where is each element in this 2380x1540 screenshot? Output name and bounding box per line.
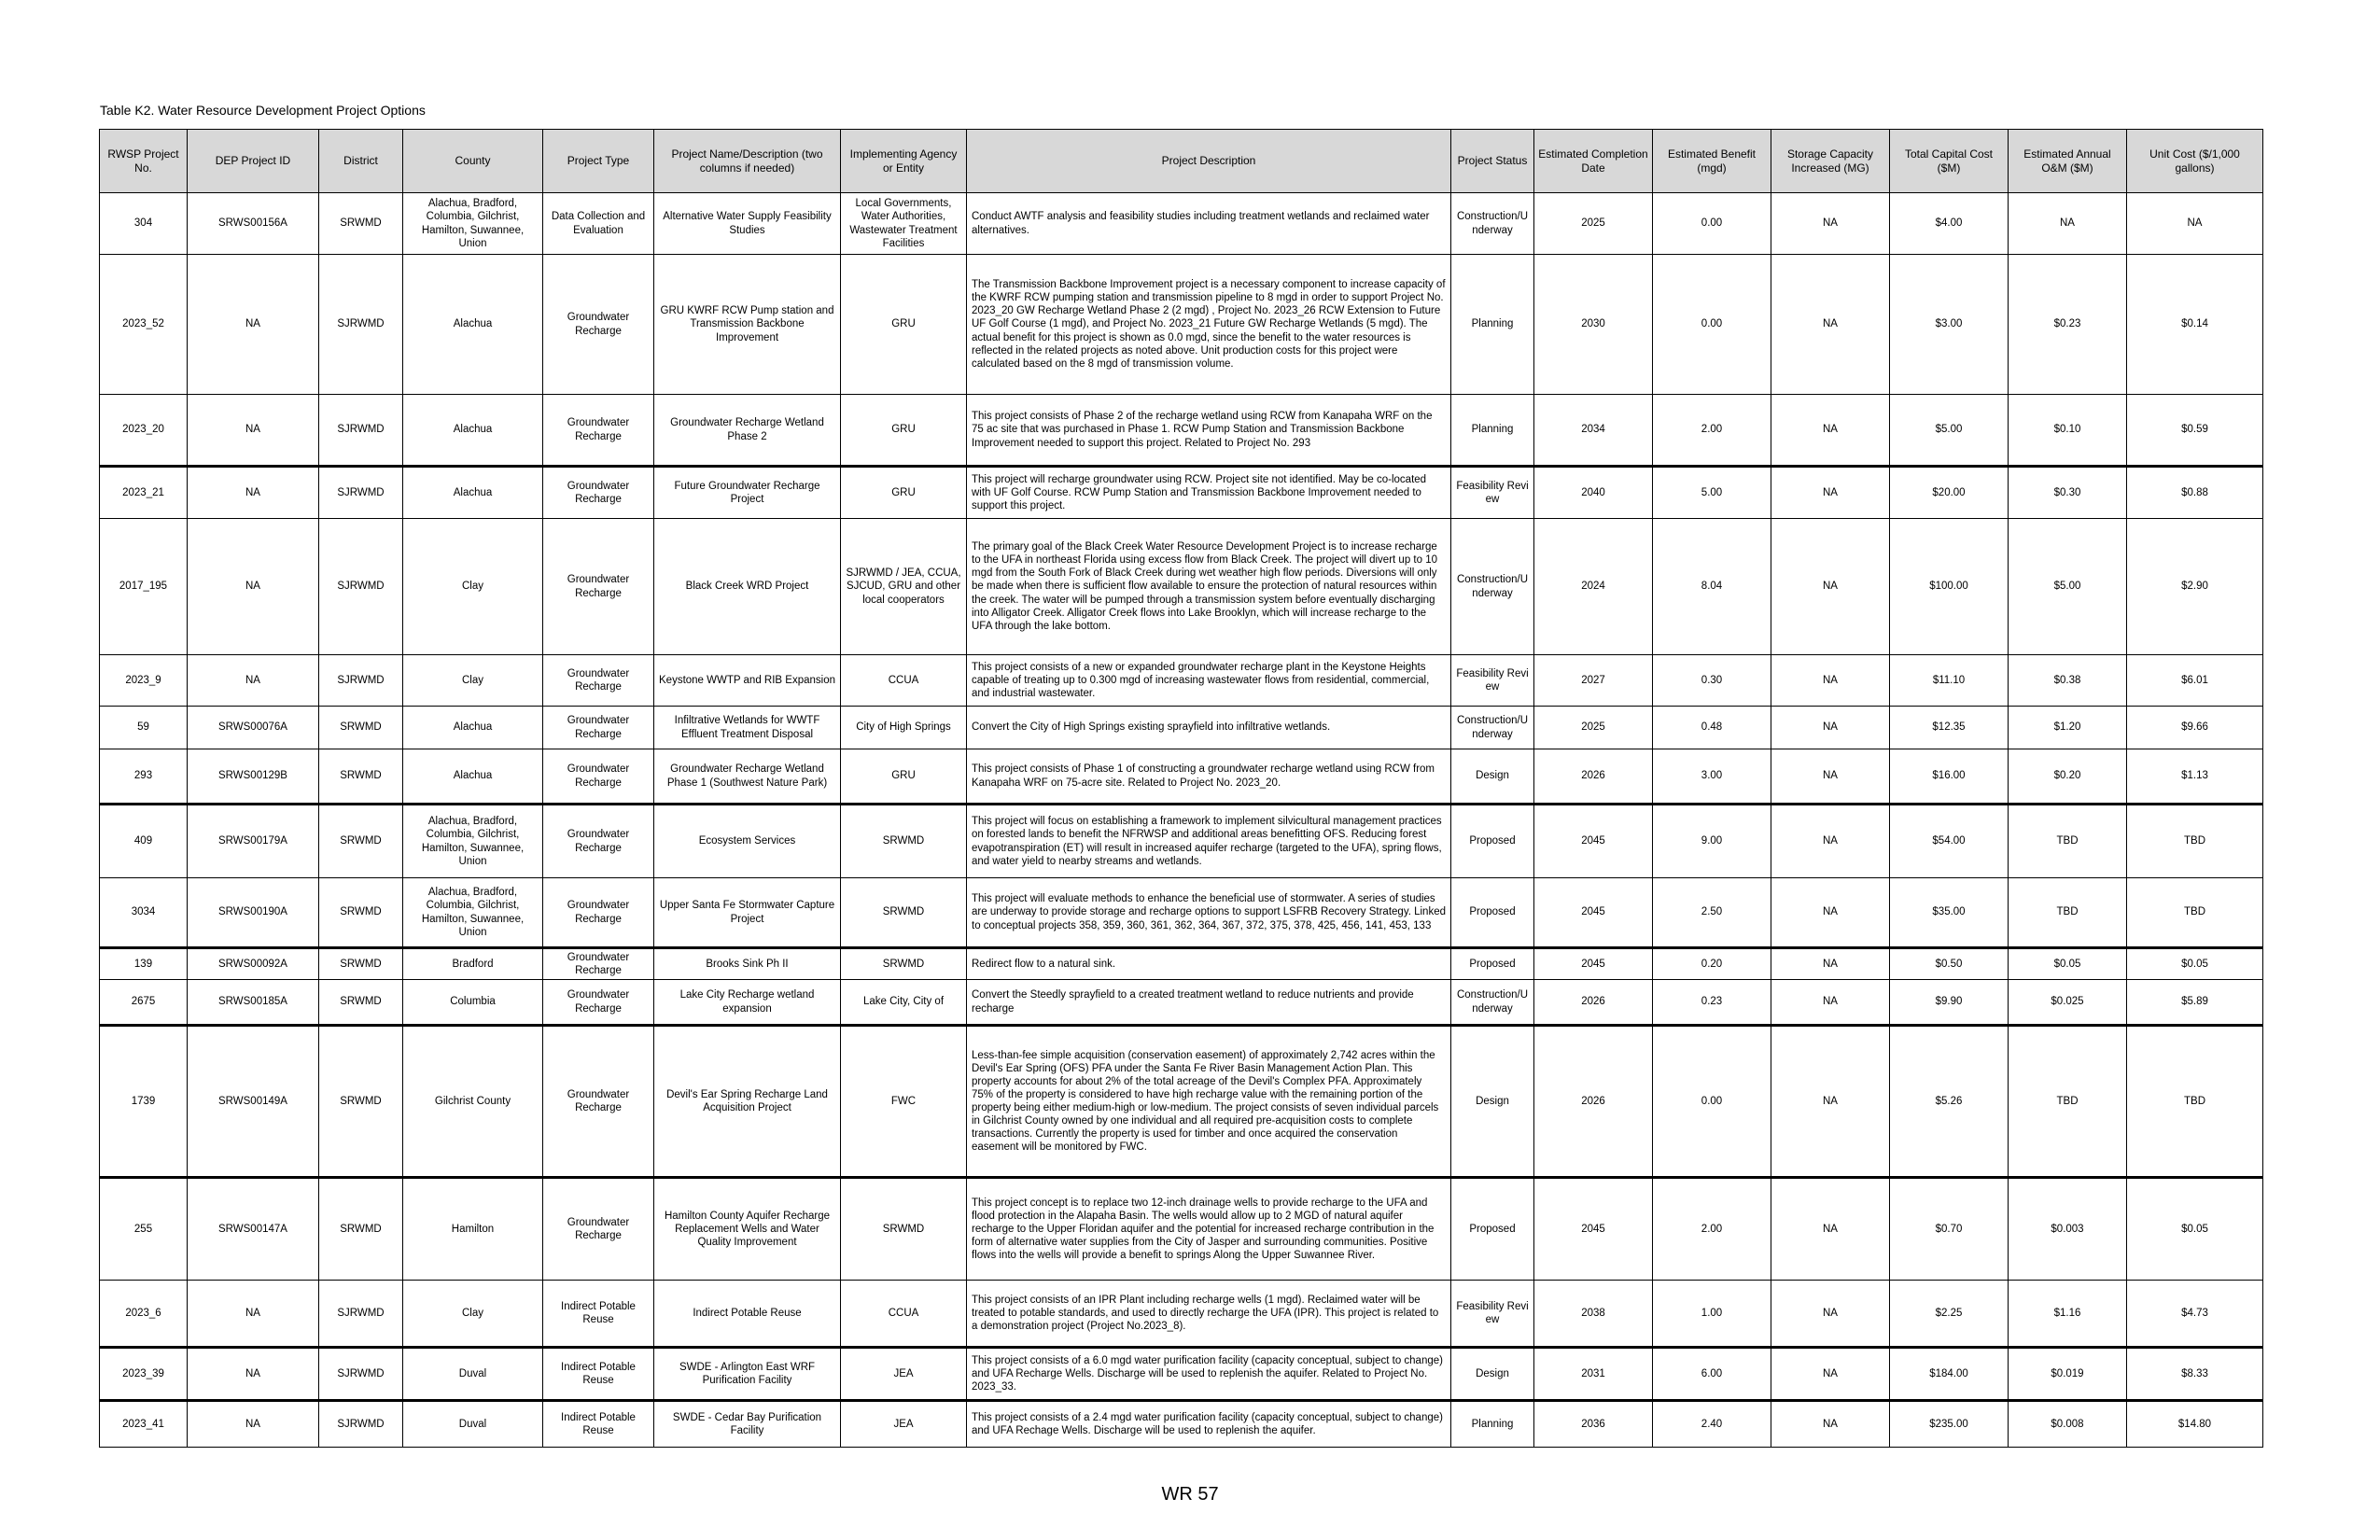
table-cell-county: Duval (403, 1401, 543, 1448)
table-cell-type: Indirect Potable Reuse (543, 1401, 654, 1448)
table-cell-dep: SRWS00156A (188, 193, 319, 255)
column-header: Estimated Benefit (mgd) (1653, 130, 1771, 193)
table-cell-status: Construction/Underway (1451, 707, 1534, 749)
table-cell-name: Alternative Water Supply Feasibility Studies (654, 193, 841, 255)
table-cell-type: Indirect Potable Reuse (543, 1281, 654, 1348)
table-row (100, 467, 2263, 519)
table-cell-county: Alachua, Bradford, Columbia, Gilchrist, Hamilton, Suwannee, Union (403, 193, 543, 255)
table-row (100, 395, 2263, 467)
table-cell-benefit: 1.00 (1653, 1281, 1771, 1348)
table-cell-unit: TBD (2127, 1026, 2263, 1178)
table-cell-completion: 2045 (1534, 948, 1653, 980)
table-cell-description: The Transmission Backbone Improvement project is a necessary component to increase capacity of the KWRF RCW pumping station and transmission pipeline to 8 mgd in order to support Project No. 2023_20 GW Recharge Wetland Phase 2 (2 mgd) , Project No. 2023_26 RCW Extension to Future UF Golf Course (1 mgd), and Project No. 2023_21 Future GW Recharge Wetlands (5 mgd). The actual benefit for this project is shown as 0.0 mgd, since the benefit to the water resources is reflected in the related projects as noted above. Unit production costs for this project were calculated based on the 8 mgd of transmission volume. (967, 255, 1451, 395)
table-cell-name: Lake City Recharge wetland expansion (654, 980, 841, 1026)
table-cell-dep: NA (188, 1348, 319, 1401)
table-cell-rwsp: 409 (100, 805, 188, 878)
table-cell-completion: 2031 (1534, 1348, 1653, 1401)
table-cell-capital: $3.00 (1890, 255, 2009, 395)
table-row (100, 948, 2263, 980)
table-cell-unit: $4.73 (2127, 1281, 2263, 1348)
table-cell-dep: NA (188, 255, 319, 395)
table-cell-dep: NA (188, 1281, 319, 1348)
table-cell-agency: JEA (841, 1348, 967, 1401)
table-cell-county: Alachua (403, 707, 543, 749)
table-cell-type: Groundwater Recharge (543, 467, 654, 519)
table-cell-completion: 2026 (1534, 980, 1653, 1026)
table-row (100, 749, 2263, 805)
column-header: County (403, 130, 543, 193)
table-cell-rwsp: 3034 (100, 878, 188, 948)
table-cell-status: Proposed (1451, 878, 1534, 948)
table-cell-unit: $0.14 (2127, 255, 2263, 395)
table-cell-storage: NA (1771, 1348, 1890, 1401)
table-cell-completion: 2038 (1534, 1281, 1653, 1348)
table-cell-name: Hamilton County Aquifer Recharge Replacement Wells and Water Quality Improvement (654, 1178, 841, 1281)
table-cell-capital: $5.26 (1890, 1026, 2009, 1178)
table-cell-description: The primary goal of the Black Creek Water Resource Development Project is to increase recharge to the UFA in northeast Florida using excess flow from Black Creek. The project will divert up to 10 mgd from the South Fork of Black Creek during wet weather high flow periods. Diversions will only be made when there is sufficient flow available to ensure the protection of natural resources within the creek. The water will be pumped through a transmission system before eventually discharging into Alligator Creek. Alligator Creek flows into Lake Brooklyn, which will increase recharge to the UFA through the lake bottom. (967, 519, 1451, 655)
table-cell-completion: 2045 (1534, 805, 1653, 878)
column-header: Unit Cost ($/1,000 gallons) (2127, 130, 2263, 193)
table-row (100, 655, 2263, 707)
table-cell-benefit: 0.20 (1653, 948, 1771, 980)
column-header: Total Capital Cost ($M) (1890, 130, 2009, 193)
table-cell-capital: $11.10 (1890, 655, 2009, 707)
table-cell-unit: $14.80 (2127, 1401, 2263, 1448)
table-cell-capital: $54.00 (1890, 805, 2009, 878)
table-cell-agency: CCUA (841, 1281, 967, 1348)
table-cell-benefit: 9.00 (1653, 805, 1771, 878)
table-cell-county: Columbia (403, 980, 543, 1026)
table-cell-benefit: 0.00 (1653, 1026, 1771, 1178)
table-row (100, 519, 2263, 655)
table-row (100, 255, 2263, 395)
table-cell-completion: 2045 (1534, 1178, 1653, 1281)
table-cell-county: Clay (403, 655, 543, 707)
table-cell-county: Duval (403, 1348, 543, 1401)
table-cell-capital: $20.00 (1890, 467, 2009, 519)
table-cell-completion: 2036 (1534, 1401, 1653, 1448)
table-cell-agency: FWC (841, 1026, 967, 1178)
table-cell-dep: NA (188, 467, 319, 519)
table-cell-status: Construction/Underway (1451, 980, 1534, 1026)
table-cell-rwsp: 2023_6 (100, 1281, 188, 1348)
table-cell-completion: 2026 (1534, 1026, 1653, 1178)
table-cell-name: Devil's Ear Spring Recharge Land Acquisition Project (654, 1026, 841, 1178)
table-cell-type: Groundwater Recharge (543, 805, 654, 878)
table-cell-unit: $0.88 (2127, 467, 2263, 519)
table-cell-status: Construction/Underway (1451, 193, 1534, 255)
table-cell-storage: NA (1771, 878, 1890, 948)
table-cell-agency: SRWMD (841, 878, 967, 948)
table-cell-status: Design (1451, 1026, 1534, 1178)
table-cell-completion: 2030 (1534, 255, 1653, 395)
table-cell-capital: $5.00 (1890, 395, 2009, 467)
table-cell-rwsp: 2017_195 (100, 519, 188, 655)
data-table (99, 129, 2263, 1448)
table-cell-rwsp: 139 (100, 948, 188, 980)
table-cell-county: Hamilton (403, 1178, 543, 1281)
table-cell-agency: Lake City, City of (841, 980, 967, 1026)
table-cell-storage: NA (1771, 980, 1890, 1026)
table-cell-om: TBD (2009, 1026, 2127, 1178)
table-cell-status: Construction/Underway (1451, 519, 1534, 655)
table-cell-dep: SRWS00185A (188, 980, 319, 1026)
table-cell-description: Redirect flow to a natural sink. (967, 948, 1451, 980)
table-cell-unit: $5.89 (2127, 980, 2263, 1026)
table-row (100, 1401, 2263, 1448)
table-cell-unit: $0.59 (2127, 395, 2263, 467)
table-cell-rwsp: 2023_52 (100, 255, 188, 395)
table-row (100, 1281, 2263, 1348)
table-cell-agency: GRU (841, 467, 967, 519)
table-cell-benefit: 0.00 (1653, 255, 1771, 395)
table-row (100, 1348, 2263, 1401)
table-cell-status: Planning (1451, 1401, 1534, 1448)
table-cell-description: This project consists of Phase 1 of constructing a groundwater recharge wetland using RCW from Kanapaha WRF on 75-acre site. Related to Project No. 2023_20. (967, 749, 1451, 805)
table-row (100, 1026, 2263, 1178)
table-cell-district: SRWMD (319, 707, 403, 749)
table-cell-completion: 2025 (1534, 707, 1653, 749)
table-cell-agency: SJRWMD / JEA, CCUA, SJCUD, GRU and other local cooperators (841, 519, 967, 655)
table-cell-rwsp: 2023_20 (100, 395, 188, 467)
table-cell-name: Groundwater Recharge Wetland Phase 2 (654, 395, 841, 467)
table-cell-status: Planning (1451, 255, 1534, 395)
table-cell-district: SRWMD (319, 878, 403, 948)
table-cell-unit: $6.01 (2127, 655, 2263, 707)
table-cell-type: Groundwater Recharge (543, 395, 654, 467)
table-cell-rwsp: 255 (100, 1178, 188, 1281)
table-cell-storage: NA (1771, 948, 1890, 980)
table-cell-description: This project will focus on establishing a framework to implement silvicultural management practices on forested lands to benefit the NFRWSP and additional areas benefitting OFS. Reducing forest evapotranspiration (ET) will result in increased aquifer recharge (targeted to the UFA), spring flows, and water yield to nearby streams and wetlands. (967, 805, 1451, 878)
page-footer: WR 57 (1161, 1484, 1219, 1505)
table-cell-dep: SRWS00190A (188, 878, 319, 948)
column-header: Implementing Agency or Entity (841, 130, 967, 193)
table-cell-dep: SRWS00076A (188, 707, 319, 749)
table-cell-unit: TBD (2127, 805, 2263, 878)
table-cell-county: Gilchrist County (403, 1026, 543, 1178)
table-cell-district: SJRWMD (319, 655, 403, 707)
table-cell-om: $0.30 (2009, 467, 2127, 519)
table-cell-completion: 2045 (1534, 878, 1653, 948)
table-cell-om: $0.10 (2009, 395, 2127, 467)
table-cell-county: Alachua (403, 395, 543, 467)
table-cell-om: $0.008 (2009, 1401, 2127, 1448)
table-cell-storage: NA (1771, 707, 1890, 749)
table-cell-storage: NA (1771, 1026, 1890, 1178)
table-cell-om: TBD (2009, 805, 2127, 878)
table-row (100, 980, 2263, 1026)
table-cell-capital: $12.35 (1890, 707, 2009, 749)
table-cell-type: Groundwater Recharge (543, 655, 654, 707)
table-cell-type: Groundwater Recharge (543, 255, 654, 395)
table-cell-dep: SRWS00179A (188, 805, 319, 878)
table-cell-type: Groundwater Recharge (543, 1026, 654, 1178)
table-cell-district: SJRWMD (319, 1281, 403, 1348)
table-cell-type: Groundwater Recharge (543, 980, 654, 1026)
table-cell-agency: GRU (841, 749, 967, 805)
table-cell-benefit: 6.00 (1653, 1348, 1771, 1401)
table-cell-unit: $0.05 (2127, 948, 2263, 980)
table-cell-benefit: 2.50 (1653, 878, 1771, 948)
table-cell-storage: NA (1771, 805, 1890, 878)
table-cell-completion: 2026 (1534, 749, 1653, 805)
table-cell-capital: $2.25 (1890, 1281, 2009, 1348)
table-cell-completion: 2025 (1534, 193, 1653, 255)
table-cell-rwsp: 304 (100, 193, 188, 255)
table-row (100, 878, 2263, 948)
table-row (100, 193, 2263, 255)
table-cell-rwsp: 2023_9 (100, 655, 188, 707)
table-cell-district: SJRWMD (319, 1401, 403, 1448)
table-cell-status: Design (1451, 1348, 1534, 1401)
table-cell-benefit: 0.00 (1653, 193, 1771, 255)
table-cell-name: SWDE - Arlington East WRF Purification Facility (654, 1348, 841, 1401)
table-cell-name: Future Groundwater Recharge Project (654, 467, 841, 519)
table-cell-unit: $0.05 (2127, 1178, 2263, 1281)
table-cell-description: This project consists of a new or expanded groundwater recharge plant in the Keystone Heights capable of treating up to 0.300 mgd of increasing wastewater flows from residential, commercial, and industrial wastewater. (967, 655, 1451, 707)
table-cell-status: Design (1451, 749, 1534, 805)
table-cell-completion: 2024 (1534, 519, 1653, 655)
table-cell-type: Groundwater Recharge (543, 707, 654, 749)
table-cell-status: Feasibility Review (1451, 467, 1534, 519)
table-cell-name: Ecosystem Services (654, 805, 841, 878)
table-cell-county: Alachua, Bradford, Columbia, Gilchrist, Hamilton, Suwannee, Union (403, 805, 543, 878)
table-cell-capital: $0.50 (1890, 948, 2009, 980)
table-cell-county: Clay (403, 519, 543, 655)
table-cell-county: Bradford (403, 948, 543, 980)
table-cell-unit: TBD (2127, 878, 2263, 948)
table-cell-storage: NA (1771, 395, 1890, 467)
table-cell-om: $0.003 (2009, 1178, 2127, 1281)
table-cell-county: Alachua (403, 749, 543, 805)
page-title: Table K2. Water Resource Development Project Options (100, 103, 426, 118)
column-header: Storage Capacity Increased (MG) (1771, 130, 1890, 193)
table-cell-capital: $16.00 (1890, 749, 2009, 805)
table-cell-dep: NA (188, 1401, 319, 1448)
table-cell-status: Proposed (1451, 1178, 1534, 1281)
table-cell-rwsp: 1739 (100, 1026, 188, 1178)
table-cell-capital: $9.90 (1890, 980, 2009, 1026)
table-cell-om: $0.025 (2009, 980, 2127, 1026)
table-cell-unit: $8.33 (2127, 1348, 2263, 1401)
table-cell-benefit: 2.00 (1653, 395, 1771, 467)
table-cell-dep: NA (188, 519, 319, 655)
table-cell-benefit: 2.00 (1653, 1178, 1771, 1281)
table-cell-dep: SRWS00129B (188, 749, 319, 805)
table-cell-agency: City of High Springs (841, 707, 967, 749)
table-cell-district: SRWMD (319, 948, 403, 980)
table-cell-unit: $9.66 (2127, 707, 2263, 749)
table-cell-capital: $100.00 (1890, 519, 2009, 655)
table-cell-dep: SRWS00147A (188, 1178, 319, 1281)
table-cell-benefit: 5.00 (1653, 467, 1771, 519)
table-cell-benefit: 3.00 (1653, 749, 1771, 805)
table-cell-benefit: 2.40 (1653, 1401, 1771, 1448)
table-cell-benefit: 0.48 (1653, 707, 1771, 749)
table-cell-agency: GRU (841, 255, 967, 395)
table-cell-name: Brooks Sink Ph II (654, 948, 841, 980)
table-row (100, 805, 2263, 878)
table-cell-benefit: 0.30 (1653, 655, 1771, 707)
table-cell-storage: NA (1771, 1281, 1890, 1348)
table-cell-rwsp: 2675 (100, 980, 188, 1026)
table-cell-name: Indirect Potable Reuse (654, 1281, 841, 1348)
table-cell-om: $0.23 (2009, 255, 2127, 395)
table-cell-storage: NA (1771, 655, 1890, 707)
table-cell-capital: $4.00 (1890, 193, 2009, 255)
table-cell-description: This project concept is to replace two 12-inch drainage wells to provide recharge to the UFA and flood protection in the Alapaha Basin. The wells would allow up to 2 MGD of natural aquifer recharge to the Upper Floridan aquifer and the potential for increased recharge contribution in the form of alternative water supplies from the City of Jasper and surrounding communities. Positive flows into the wells will provide a benefit to springs Along the Upper Suwannee River. (967, 1178, 1451, 1281)
table-cell-agency: GRU (841, 395, 967, 467)
table-cell-agency: JEA (841, 1401, 967, 1448)
table-cell-dep: SRWS00092A (188, 948, 319, 980)
table-cell-capital: $0.70 (1890, 1178, 2009, 1281)
column-header: Project Type (543, 130, 654, 193)
table-cell-type: Groundwater Recharge (543, 749, 654, 805)
table-cell-completion: 2027 (1534, 655, 1653, 707)
column-header: Project Status (1451, 130, 1534, 193)
table-cell-rwsp: 293 (100, 749, 188, 805)
table-cell-storage: NA (1771, 1401, 1890, 1448)
table-cell-benefit: 0.23 (1653, 980, 1771, 1026)
table-cell-rwsp: 59 (100, 707, 188, 749)
table-cell-name: Upper Santa Fe Stormwater Capture Project (654, 878, 841, 948)
table-cell-county: Alachua, Bradford, Columbia, Gilchrist, Hamilton, Suwannee, Union (403, 878, 543, 948)
table-cell-storage: NA (1771, 255, 1890, 395)
table-cell-description: This project consists of an IPR Plant including recharge wells (1 mgd). Reclaimed water will be treated to potable standards, and used to directly recharge the UFA (IPR). This project is related to a demonstration project (Project No.2023_8). (967, 1281, 1451, 1348)
table-cell-rwsp: 2023_41 (100, 1401, 188, 1448)
table-cell-type: Groundwater Recharge (543, 878, 654, 948)
table-cell-completion: 2034 (1534, 395, 1653, 467)
table-cell-storage: NA (1771, 519, 1890, 655)
table-row (100, 1178, 2263, 1281)
table-cell-rwsp: 2023_21 (100, 467, 188, 519)
table-cell-status: Feasibility Review (1451, 655, 1534, 707)
column-header: District (319, 130, 403, 193)
table-cell-agency: SRWMD (841, 805, 967, 878)
table-cell-unit: $1.13 (2127, 749, 2263, 805)
table-cell-description: Conduct AWTF analysis and feasibility studies including treatment wetlands and reclaimed water alternatives. (967, 193, 1451, 255)
table-cell-agency: SRWMD (841, 1178, 967, 1281)
table-cell-om: $0.05 (2009, 948, 2127, 980)
table-body (100, 193, 2263, 1448)
table-cell-name: GRU KWRF RCW Pump station and Transmission Backbone Improvement (654, 255, 841, 395)
table-cell-capital: $235.00 (1890, 1401, 2009, 1448)
table-cell-type: Data Collection and Evaluation (543, 193, 654, 255)
table-cell-type: Indirect Potable Reuse (543, 1348, 654, 1401)
table-cell-om: NA (2009, 193, 2127, 255)
table-cell-storage: NA (1771, 467, 1890, 519)
column-header: Estimated Annual O&M ($M) (2009, 130, 2127, 193)
table-cell-type: Groundwater Recharge (543, 519, 654, 655)
table-cell-name: Infiltrative Wetlands for WWTF Effluent Treatment Disposal (654, 707, 841, 749)
table-cell-rwsp: 2023_39 (100, 1348, 188, 1401)
table-cell-district: SRWMD (319, 805, 403, 878)
table-cell-agency: CCUA (841, 655, 967, 707)
column-header: DEP Project ID (188, 130, 319, 193)
column-header: Estimated Completion Date (1534, 130, 1653, 193)
table-cell-unit: $2.90 (2127, 519, 2263, 655)
table-row (100, 707, 2263, 749)
table-cell-description: This project consists of a 6.0 mgd water purification facility (capacity conceptual, subject to change) and UFA Recharge Wells. Discharge will be used to replenish the aquifer. Related to Project No. 2023_33. (967, 1348, 1451, 1401)
table-cell-dep: NA (188, 655, 319, 707)
table-cell-om: $0.38 (2009, 655, 2127, 707)
table-cell-om: $0.019 (2009, 1348, 2127, 1401)
table-cell-completion: 2040 (1534, 467, 1653, 519)
table-cell-storage: NA (1771, 193, 1890, 255)
table-cell-status: Planning (1451, 395, 1534, 467)
table-cell-district: SRWMD (319, 1026, 403, 1178)
table-cell-district: SJRWMD (319, 519, 403, 655)
table-cell-description: Convert the Steedly sprayfield to a created treatment wetland to reduce nutrients and provide recharge (967, 980, 1451, 1026)
table-cell-district: SJRWMD (319, 395, 403, 467)
table-cell-storage: NA (1771, 1178, 1890, 1281)
table-cell-district: SJRWMD (319, 1348, 403, 1401)
table-cell-om: $0.20 (2009, 749, 2127, 805)
table-cell-dep: SRWS00149A (188, 1026, 319, 1178)
table-cell-om: $1.20 (2009, 707, 2127, 749)
table-cell-capital: $35.00 (1890, 878, 2009, 948)
table-cell-status: Feasibility Review (1451, 1281, 1534, 1348)
table-cell-benefit: 8.04 (1653, 519, 1771, 655)
table-cell-type: Groundwater Recharge (543, 1178, 654, 1281)
table-cell-description: This project consists of Phase 2 of the recharge wetland using RCW from Kanapaha WRF on the 75 ac site that was purchased in Phase 1. RCW Pump Station and Transmission Backbone Improvement needed to support this project. Related to Project No. 293 (967, 395, 1451, 467)
table-cell-status: Proposed (1451, 948, 1534, 980)
table-cell-district: SRWMD (319, 980, 403, 1026)
table-cell-name: Keystone WWTP and RIB Expansion (654, 655, 841, 707)
table-cell-county: Clay (403, 1281, 543, 1348)
table-cell-unit: NA (2127, 193, 2263, 255)
table-cell-district: SRWMD (319, 749, 403, 805)
table-cell-name: Black Creek WRD Project (654, 519, 841, 655)
table-cell-district: SJRWMD (319, 467, 403, 519)
table-cell-description: This project consists of a 2.4 mgd water purification facility (capacity conceptual, subject to change) and UFA Rechage Wells. Discharge will be used to replenish the aquifer. (967, 1401, 1451, 1448)
table-cell-district: SRWMD (319, 193, 403, 255)
table-cell-description: This project will evaluate methods to enhance the beneficial use of stormwater. A series of studies are underway to provide storage and recharge options to support LSFRB Recovery Strategy. Linked to conceptual projects 358, 359, 360, 361, 362, 364, 367, 372, 375, 378, 425, 456, 141, 453, 133 (967, 878, 1451, 948)
table-cell-county: Alachua (403, 255, 543, 395)
table-cell-name: Groundwater Recharge Wetland Phase 1 (Southwest Nature Park) (654, 749, 841, 805)
table-cell-district: SJRWMD (319, 255, 403, 395)
table-cell-type: Groundwater Recharge (543, 948, 654, 980)
table-cell-agency: Local Governments, Water Authorities, Wastewater Treatment Facilities (841, 193, 967, 255)
header-row (100, 130, 2263, 193)
column-header: Project Description (967, 130, 1451, 193)
table-cell-storage: NA (1771, 749, 1890, 805)
table-cell-capital: $184.00 (1890, 1348, 2009, 1401)
table-cell-om: $1.16 (2009, 1281, 2127, 1348)
table-cell-description: Less-than-fee simple acquisition (conservation easement) of approximately 2,742 acres within the Devil's Ear Spring (OFS) PFA under the Santa Fe River Basin Management Action Plan. This property accounts for about 2% of the total acreage of the Devil's Complex PFA. Approximately 75% of the property is considered to have high recharge value with the remaining portion of the property being either medium-high or low-medium. The project consists of seven individual parcels in Gilchrist County owned by one individual and all required pre-acquisition costs to complete transactions. Currently the property is used for timber and once acquired the conservation easement will be monitored by FWC. (967, 1026, 1451, 1178)
column-header: RWSP Project No. (100, 130, 188, 193)
table-cell-om: TBD (2009, 878, 2127, 948)
table-cell-agency: SRWMD (841, 948, 967, 980)
table-cell-description: Convert the City of High Springs existing sprayfield into infiltrative wetlands. (967, 707, 1451, 749)
table-cell-description: This project will recharge groundwater using RCW. Project site not identified. May be co-located with UF Golf Course. RCW Pump Station and Transmission Backbone Improvement needed to support this project. (967, 467, 1451, 519)
table-cell-dep: NA (188, 395, 319, 467)
column-header: Project Name/Description (two columns if needed) (654, 130, 841, 193)
table-cell-om: $5.00 (2009, 519, 2127, 655)
table-cell-name: SWDE - Cedar Bay Purification Facility (654, 1401, 841, 1448)
table-cell-district: SRWMD (319, 1178, 403, 1281)
table-cell-status: Proposed (1451, 805, 1534, 878)
table-cell-county: Alachua (403, 467, 543, 519)
